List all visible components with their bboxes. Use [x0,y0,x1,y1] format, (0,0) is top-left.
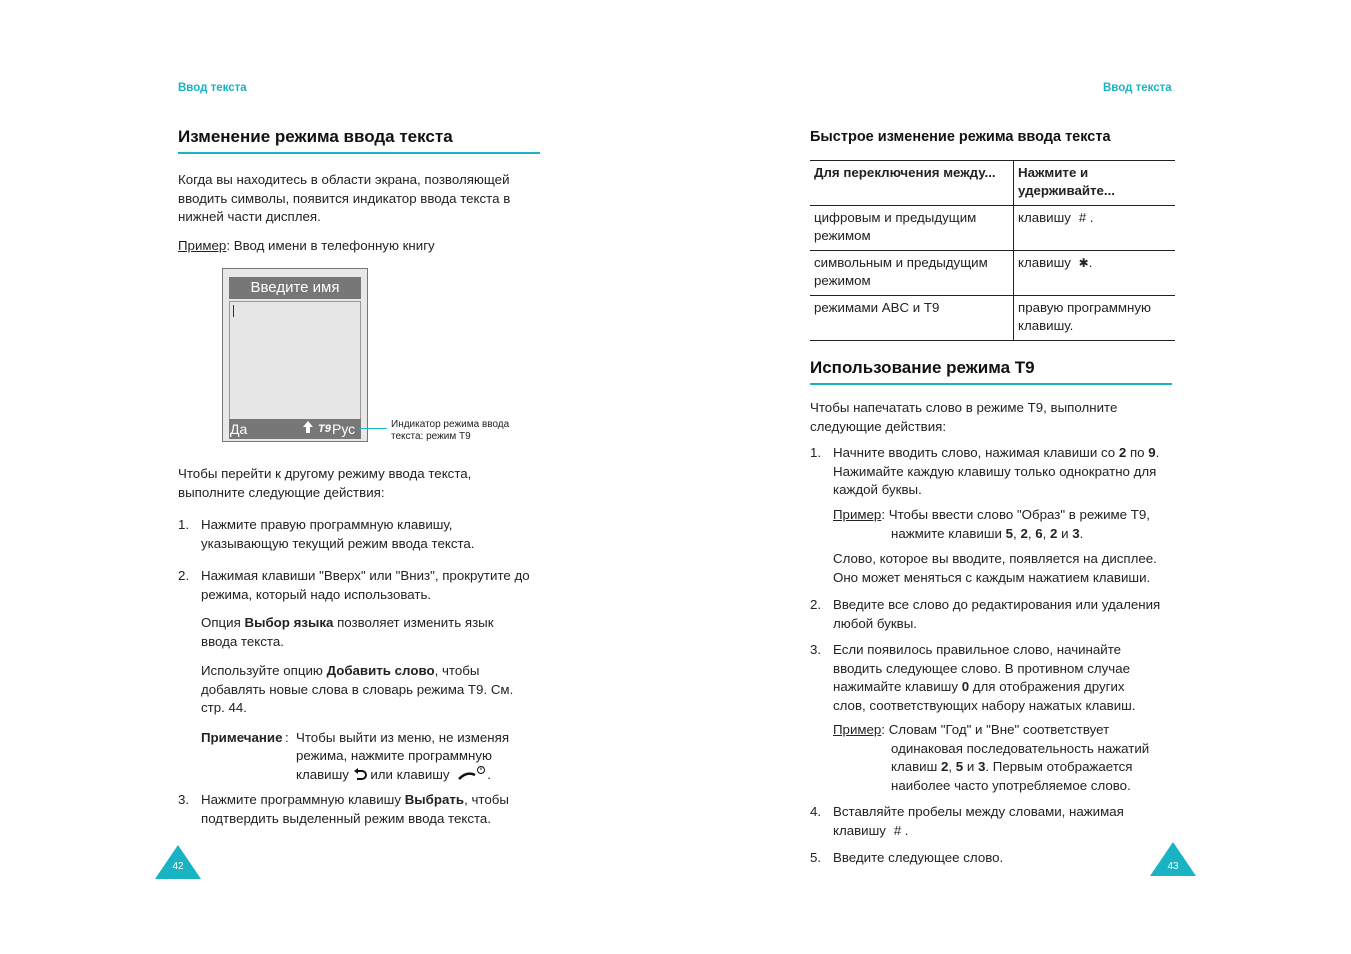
table-cell: клавишу # . [1014,206,1176,251]
key-name: Выбрать [404,792,465,807]
example-line2: нажмите клавиши 5, 2, 6, 2 и 3. [891,525,1084,541]
step-number: 1. [810,445,822,460]
cell-line: клавишу. [1018,318,1074,333]
cell-line: правую программную [1018,300,1151,315]
step-1 [178,516,528,553]
option-language [201,614,521,651]
text: для отображения других слов, соответствующих набору нажатых клавиш. [833,679,1136,713]
t9-step-4 [810,803,1172,840]
callout-line2: текста: режим T9 [391,431,471,442]
callout-line [359,428,387,429]
step-line1: Вставляйте пробелы между словами, нажимая [833,804,1124,819]
example-text: : Ввод имени в телефонную книгу [226,238,435,253]
step-text [833,444,1172,500]
table-cell [1014,296,1176,341]
text: клавишу [296,767,349,782]
step-text: Нажимая клавиши "Вверх" или "Вниз", прокрутите до режима, который надо использовать. [201,568,530,602]
intro-paragraph: Когда вы находитесь в области экрана, позволяющей вводить символы, появится индикатор ввода текста в нижней части дисплея. [178,172,511,224]
table-header-row [810,161,1175,206]
text: Используйте опцию [201,663,327,678]
example-line2: одинаковая последовательность нажатий [891,740,1150,756]
step-number: 4. [810,804,822,819]
example-label: Пример [178,238,227,253]
step-text: Введите все слово до редактирования или удаления любой буквы. [833,597,1161,631]
example-line1 [833,721,1178,740]
text-entry-area [229,301,361,421]
example-god-vne [833,721,1178,795]
example-obraz [833,506,1173,543]
hash-key-icon: # [1078,210,1087,225]
page-number-left: 42 [172,861,184,872]
cell-text: клавишу [1018,255,1071,270]
example-line3: клавиш 2, 5 и 3. Первым отображается [891,759,1133,774]
callout-text [391,419,509,443]
text: Опция [201,615,245,630]
note-line3: клавишу или клавишу . [296,765,491,789]
key: 2 [940,759,949,774]
text: Начните вводить слово, нажимая клавиши со [833,445,1119,460]
text: позволяет изменить язык ввода текста. [201,615,494,649]
note-line2: режима, нажмите программную [296,748,492,763]
t9-step-1 [810,444,1172,500]
shift-up-arrow-icon [302,419,314,439]
text: и [1057,525,1073,541]
table-row [810,251,1175,296]
text: , чтобы добавлять новые слова в словарь режима T9. См. стр. 44. [201,663,514,715]
key: 5 [1005,525,1014,541]
note-label: Примечание [201,730,283,745]
text: нажмите клавиши [891,525,1006,541]
key: 0 [961,679,970,694]
step-2 [178,567,530,604]
back-key-icon [353,767,367,787]
option-name: Добавить слово [326,663,435,678]
step-number: 2. [178,568,190,583]
step-text: Нажмите правую программную клавишу, указывающую текущий режим ввода текста. [201,517,475,551]
cell-line: режимом [814,228,871,243]
t9-step-5 [810,849,1172,868]
text-cursor [233,305,234,317]
example-label: Пример [833,722,882,737]
table-cell [810,296,1014,341]
mode-switch-table [810,160,1175,341]
step-number: 3. [178,792,190,807]
text: клавишу [833,822,886,838]
star-key-icon: ✱ [1078,256,1089,270]
key: 3 [1072,525,1080,541]
table-header-cell: Для переключения между... [810,161,1014,206]
header-line: Нажмите и [1018,165,1089,180]
switch-intro: Чтобы перейти к другому режиму ввода текста, выполните следующие действия: [178,466,472,500]
table-cell [810,251,1014,296]
cell-line: режимами ABC и T9 [814,300,940,315]
section-title-t9: Использование режима T9 [810,358,1035,377]
phone-softkey-bar [229,419,361,439]
table-header-cell [1014,161,1176,206]
phone-title-bar: Введите имя [229,277,361,299]
title-rule [178,152,540,154]
text: . Нажимайте каждую клавишу только однократно для каждой буквы. [833,445,1160,497]
step-text [833,641,1155,715]
page-header-left: Ввод текста [178,82,247,94]
key: 2 [1118,445,1127,460]
example-line [178,237,435,256]
text: Нажмите программную клавишу [201,792,405,807]
title-rule [810,383,1172,385]
key: 5 [955,759,964,774]
hash-key-icon: # [893,822,902,838]
cell-line: цифровым и предыдущим [814,210,977,225]
left-softkey-label: Да [230,421,248,437]
step-number: 5. [810,850,822,865]
key: 9 [1148,445,1156,460]
table-row [810,206,1175,251]
end-call-key-icon [457,765,487,789]
key: 2 [1050,525,1058,541]
key: 3 [978,759,986,774]
cell-text: клавишу [1018,210,1071,225]
section-title: Изменение режима ввода текста [178,127,453,146]
step-number: 3. [810,642,822,657]
note-line1: Чтобы выйти из меню, не изменяя [296,730,510,745]
example-line4: наиболее часто употребляемое слово. [891,777,1131,793]
phone-screen [222,268,368,442]
header-line: удерживайте... [1018,183,1116,198]
text: клавиш [891,759,941,774]
t9-step-3 [810,641,1155,715]
table-cell: клавишу ✱. [1014,251,1176,296]
text: по [1126,445,1149,460]
page-number-right: 43 [1167,861,1179,872]
example-line1 [833,506,1173,525]
t9-step-2 [810,596,1172,633]
text: или клавишу [370,767,450,782]
step-3 [178,791,530,828]
cell-line: символьным и предыдущим [814,255,988,270]
key: 2 [1020,525,1028,541]
key: 6 [1035,525,1043,541]
subsection-title: Быстрое изменение режима ввода текста [810,129,1111,145]
step-line2: клавишу # . [833,822,909,838]
example-label: Пример [833,507,882,522]
text: : Словам "Год" и "Вне" соответствует [881,722,1110,737]
t9-intro: Чтобы напечатать слово в режиме T9, выполните следующие действия: [810,400,1118,434]
text: , чтобы подтвердить выделенный режим ввода текста. [201,792,509,826]
page-header-right: Ввод текста [1103,82,1172,94]
table-row [810,296,1175,341]
input-mode-label: Рус [332,421,356,437]
step-number: 2. [810,597,822,612]
cell-line: режимом [814,273,871,288]
step-text: Введите следующее слово. [833,850,1004,865]
option-name: Выбор языка [244,615,334,630]
table-cell [810,206,1014,251]
word-note: Слово, которое вы вводите, появляется на дисплее. Оно может меняться с каждым нажатием клавиши. [833,551,1157,585]
t9-indicator-icon: T9 [318,423,331,435]
step-text [201,791,530,828]
callout-line1: Индикатор режима ввода [391,419,510,430]
text: : Чтобы ввести слово "Образ" в режиме T9, [881,507,1150,522]
step-number: 1. [178,517,190,532]
text: . Первым отображается [985,759,1133,774]
option-add-word [201,662,531,718]
text: Если появилось правильное слово, начинайте вводить следующее слово. В противном случае нажимайте клавишу [833,642,1130,694]
